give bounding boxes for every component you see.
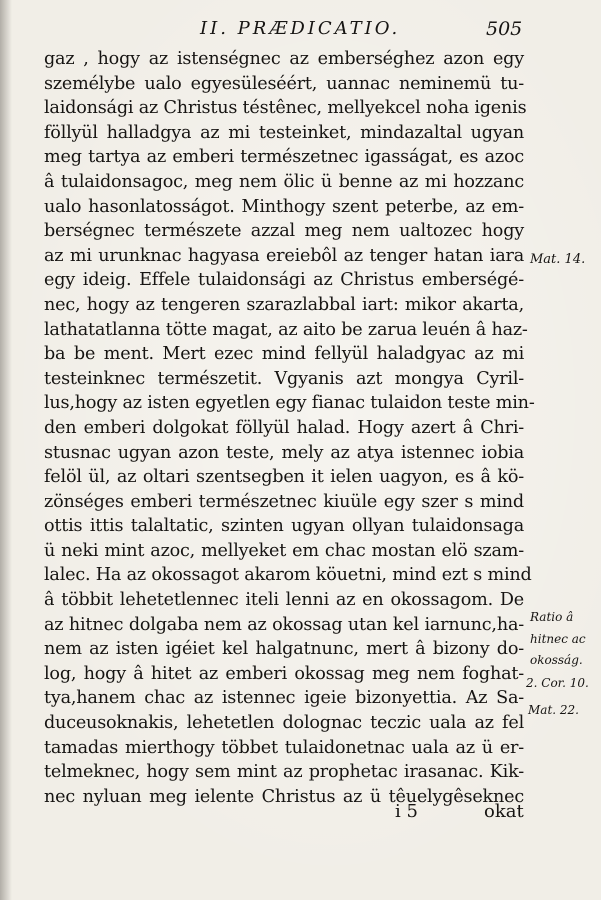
text-line: ottis ittis talaltatic, szinten ugyan ollyan tulaidonsaga xyxy=(44,516,524,537)
text-line: föllyül halladgya az mi testeinket, mindazaltal ugyan xyxy=(44,122,524,143)
text-line: felöl ül, az oltari szentsegben it ielen uagyon, es â kö- xyxy=(44,467,524,488)
page-number: 505 xyxy=(486,18,523,40)
text-line: log, hogy â hitet az emberi okossag meg nem foghat- xyxy=(44,663,524,684)
text-line: lathatatlanna tötte magat, az aito be zarua leuén â haz- xyxy=(44,319,528,340)
body-text xyxy=(44,47,535,809)
text-line: lalec. Ha az okossagot akarom köuetni, mind ezt s mind xyxy=(44,565,532,586)
text-line: ü neki mint azoc, mellyeket em chac mostan elö szam- xyxy=(44,540,524,561)
text-line: az mi urunknac hagyasa ereiebôl az tenger hatan iara xyxy=(44,245,524,266)
margin-note-cor: 2. Cor. 10. xyxy=(526,676,589,690)
margin-note-mat14: Mat. 14. xyxy=(530,252,586,267)
catchword: okat xyxy=(484,801,524,822)
text-line: tya,hanem chac az istennec igeie bizonyettia. Az Sa- xyxy=(44,688,524,709)
text-line: tamadas mierthogy többet tulaidonetnac uala az ü er- xyxy=(44,737,524,758)
text-line: nec nyluan meg ielente Christus az ü têuelygêseknec xyxy=(44,786,524,807)
text-line: ba be ment. Mert ezec mind fellyül haladgyac az mi xyxy=(44,344,524,365)
text-line: nec, hogy az tengeren szarazlabbal iart: mikor akarta, xyxy=(44,294,524,315)
text-line: duceusoknakis, lehetetlen dolognac teczic uala az fel xyxy=(44,713,524,734)
text-line: â tulaidonsagoc, meg nem ölic ü benne az mi hozzanc xyxy=(44,171,524,192)
text-line: â többit lehetetlennec iteli lenni az en okossagom. De xyxy=(44,590,524,611)
text-line: berségnec természete azzal meg nem ualtozec hogy xyxy=(44,221,524,242)
text-line: stusnac ugyan azon teste, mely az atya istennec iobia xyxy=(44,442,524,463)
running-head: II. PRÆDICATIO. xyxy=(200,18,401,39)
text-line: laidonsági az Christus téstênec, mellyekcel noha igenis xyxy=(44,98,527,119)
text-line: zönséges emberi természetnec kiuüle egy szer s mind xyxy=(44,491,524,512)
text-line: meg tartya az emberi természetnec igasságat, es azoc xyxy=(44,147,524,168)
text-line: egy ideig. Effele tulaidonsági az Christus emberségé- xyxy=(44,270,524,291)
page-header xyxy=(0,12,601,44)
text-line: az hitnec dolgaba nem az okossag utan kel iarnunc,ha- xyxy=(44,614,524,635)
margin-note-ratio-1: Ratio â xyxy=(530,610,574,624)
page-binding-shadow xyxy=(0,0,12,900)
text-line: lus,hogy az isten egyetlen egy fianac tulaidon teste min- xyxy=(44,393,535,414)
text-line: nem az isten igéiet kel halgatnunc, mert â bizony do- xyxy=(44,639,524,660)
text-line: gaz , hogy az istenségnec az emberséghez azon egy xyxy=(44,49,524,69)
text-line: testeinknec természetit. Vgyanis azt mongya Cyril- xyxy=(44,368,524,389)
text-line: den emberi dolgokat föllyül halad. Hogy azert â Chri- xyxy=(44,417,524,438)
margin-note-mat22: Mat. 22. xyxy=(528,703,579,717)
margin-note-ratio-3: okosság. xyxy=(530,653,583,667)
text-line: telmeknec, hogy sem mint az prophetac irasanac. Kik- xyxy=(44,762,524,783)
margin-note-ratio-2: hitnec ac xyxy=(530,632,586,646)
text-line: személybe ualo egyesüleséért, uannac neminemü tu- xyxy=(44,73,524,94)
page-footer xyxy=(0,800,601,830)
text-line: ualo hasonlatosságot. Minthogy szent peterbe, az em- xyxy=(44,196,524,217)
signature-mark: i 5 xyxy=(395,801,418,822)
